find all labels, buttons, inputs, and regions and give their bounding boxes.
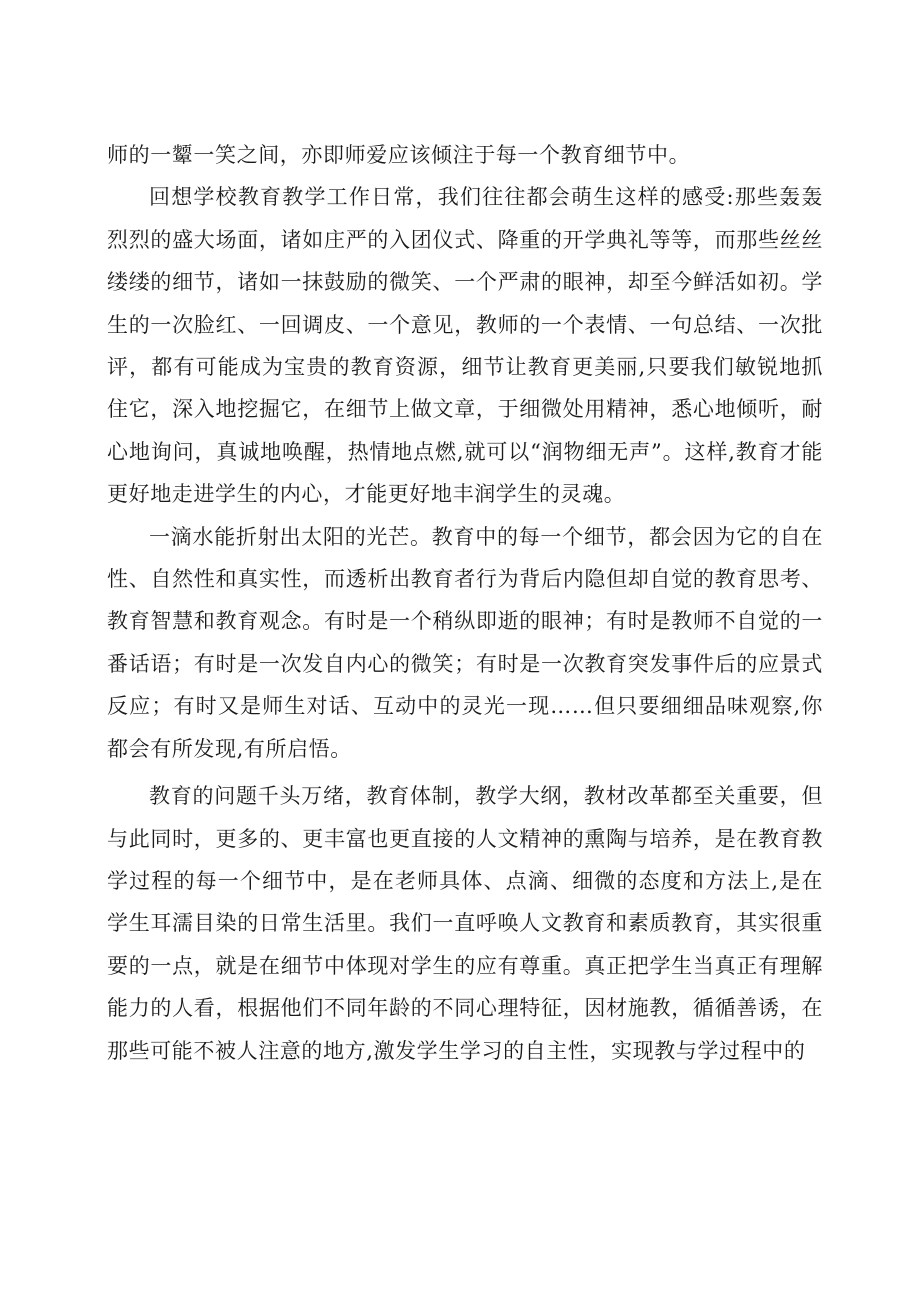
paragraph-continuation: 师的一颦一笑之间，亦即师爱应该倾注于每一个教育细节中。 <box>107 143 691 167</box>
paragraph-reflection: 回想学校教育教学工作日常，我们往往都会萌生这样的感受:那些轰轰烈烈的盛大场面，诸如庄严的入团仪式、降重的开学典礼等等，而那些丝丝缕缕的细节，诸如一抹鼓励的微笑、一个严肃的眼神，却至今鲜活如初。学生的一次脸红、一回调皮、一个意见，教师的一个表情、一句总结、一次批评，都有可能成为宝贵的教育资源，细节让教育更美丽,只要我们敏锐地抓住它，深入地挖掘它，在细节上做文章，于细微处用精神，悉心地倾听，耐心地询问，真诚地唤醒，热情地点燃,就可以“润物细无声”。这样,教育才能更好地走进学生的内心，才能更好地丰润学生的灵魂。 <box>107 185 823 507</box>
paragraph-education-issues: 教育的问题千头万绪，教育体制，教学大纲，教材改革都至关重要，但与此同时，更多的、更丰富也更直接的人文精神的熏陶与培养，是在教育教学过程的每一个细节中，是在老师具体、点滴、细微的态度和方法上,是在学生耳濡目染的日常生活里。我们一直呼唤人文教育和素质教育，其实很重要的一点，就是在细节中体现对学生的应有尊重。真正把学生当真正有理解能力的人看，根据他们不同年龄的不同心理特征，因材施教，循循善诱，在那些可能不被人注意的地方,激发学生学习的自主性，实现教与学过程中的 <box>107 784 823 1063</box>
paragraph-water-drop: 一滴水能折射出太阳的光芒。教育中的每一个细节，都会因为它的自在性、自然性和真实性，而透析出教育者行为背后内隐但却自觉的教育思考、教育智慧和教育观念。有时是一个稍纵即逝的眼神；有时是教师不自觉的一番话语；有时是一次发自内心的微笑；有时是一次教育突发事件后的应景式反应；有时又是师生对话、互动中的灵光一现……但只要细细品味观察,你都会有所发现,有所启悟。 <box>107 524 823 761</box>
body-text <box>107 134 823 1072</box>
